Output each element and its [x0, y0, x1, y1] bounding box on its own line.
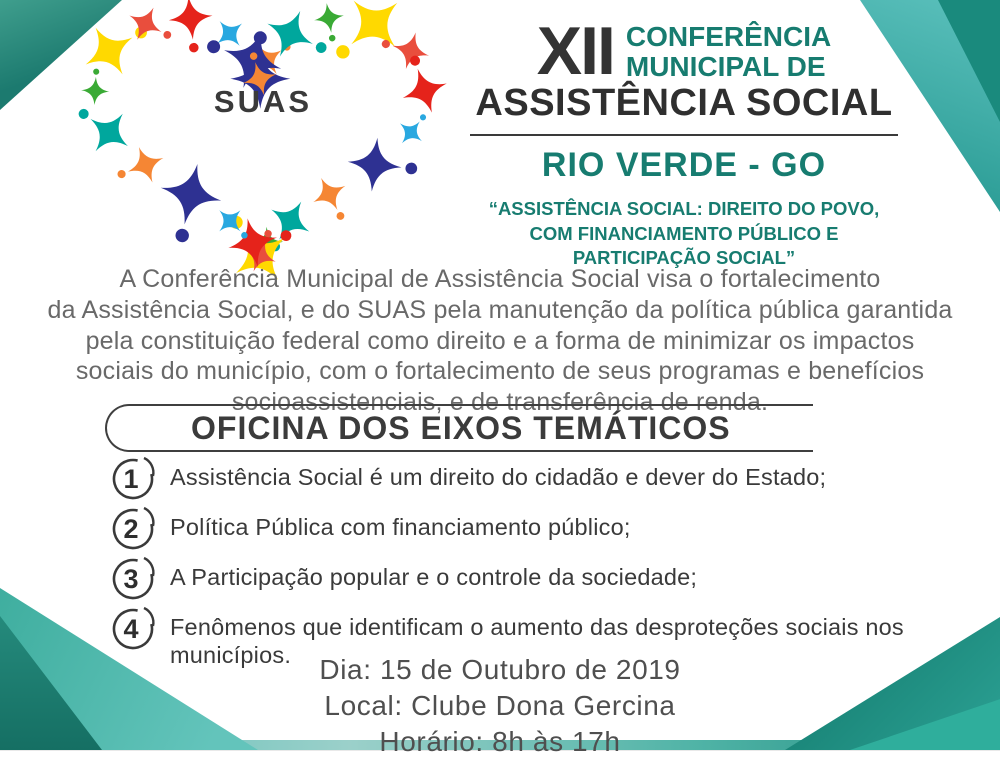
heart-of-stars-icon [45, 0, 475, 292]
title-line-1: CONFERÊNCIA [625, 21, 832, 52]
list-item-text: A Participação popular e o controle da sociedade; [170, 564, 698, 590]
item-number-badge [112, 505, 158, 551]
star-person-icon [305, 170, 358, 228]
workshop-list [112, 455, 960, 673]
theme-line: PARTICIPAÇÃO SOCIAL” [572, 246, 796, 268]
intro-line: pela constituição federal como direito e a forma de minimizar os impactos [85, 326, 915, 355]
list-item [112, 455, 960, 501]
workshop-title: OFICINA DOS EIXOS TEMÁTICOS [191, 409, 731, 446]
intro-line: sociais do município, com o fortalecimento de seus programas e benefícios [75, 357, 925, 386]
title-stack [626, 22, 831, 82]
list-item-text: Política Pública com financiamento público; [170, 514, 631, 540]
event-time: Horário: 8h às 17h [379, 725, 621, 757]
intro-line: da Assistência Social, e do SUAS pela manutenção da política pública garantida [47, 295, 953, 324]
list-item-text: Fenômenos que identificam o aumento das desproteções sociais nos municípios. [170, 614, 904, 668]
theme-line: “ASSISTÊNCIA SOCIAL: DIREITO DO POVO, [488, 198, 880, 220]
star-person-icon [345, 135, 420, 196]
title-line-3: ASSISTÊNCIA SOCIAL [475, 82, 893, 125]
intro-line: socioassistenciais, e de transferência de renda. [231, 388, 769, 416]
svg-text:2: 2 [123, 514, 139, 544]
star-person-icon [312, 1, 348, 44]
workshop-title-box [105, 404, 813, 452]
suas-logo-text: SUAS [213, 84, 313, 119]
title-row [458, 13, 910, 90]
event-date: Dia: 15 de Outubro de 2019 [319, 654, 681, 685]
suas-heart-logo [45, 0, 475, 292]
theme-line: COM FINANCIAMENTO PÚBLICO E [529, 222, 839, 244]
edition-number: XII [536, 13, 614, 90]
title-line-2: MUNICIPAL DE [625, 51, 826, 83]
svg-text:3: 3 [123, 564, 139, 594]
intro-line: A Conferência Municipal de Assistência Social visa o fortalecimento [119, 265, 881, 293]
event-info [0, 652, 1000, 759]
item-number-badge [112, 605, 158, 651]
title-block [458, 13, 910, 270]
star-person-icon [111, 140, 170, 193]
list-item [112, 505, 960, 551]
conference-theme [458, 197, 910, 269]
svg-text:4: 4 [123, 614, 139, 644]
title-divider [470, 134, 898, 136]
event-location: Local: Clube Dona Gercina [324, 689, 676, 721]
intro-paragraph [0, 264, 1000, 418]
item-number-badge [112, 555, 158, 601]
list-item [112, 555, 960, 601]
city-name: RIO VERDE - GO [541, 146, 827, 185]
star-person-icon [151, 158, 228, 249]
svg-text:1: 1 [123, 464, 139, 494]
item-number-badge [112, 455, 158, 501]
list-item-text: Assistência Social é um direito do cidadão e dever do Estado; [170, 464, 827, 490]
star-person-icon [121, 0, 179, 53]
